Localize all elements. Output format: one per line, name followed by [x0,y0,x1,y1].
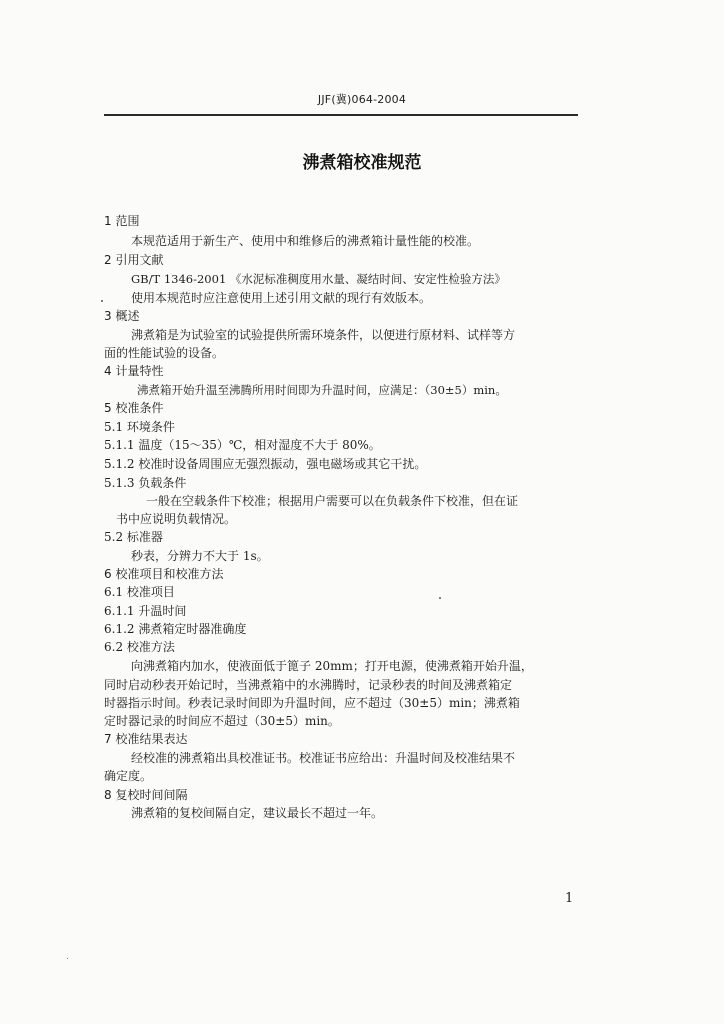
subsection-heading: 6.1 校准项目 [104,585,175,599]
subsection-heading: 5.1.3 负载条件 [104,476,187,490]
scan-speck [67,958,68,959]
section-heading: 2 引用文献 [104,253,164,267]
page-header: JJF(冀)064-2004 [317,93,407,106]
body-line: 一般在空载条件下校准；根据用户需要可以在负载条件下校准，但在证 [146,494,519,508]
body-line: 同时启动秒表开始记时，当沸煮箱中的水沸腾时，记录秒表的时间及沸煮箱定 [104,678,513,692]
section-heading: 6 校准项目和校准方法 [104,567,224,581]
page-number: 1 [565,891,574,906]
body-line: 面的性能试验的设备。 [104,346,225,360]
subsection-heading: 5.1 环境条件 [104,420,175,434]
body-line: 5.1.1 温度（15～35）℃，相对湿度不大于 80%。 [104,438,381,452]
body-line: 确定度。 [104,769,153,783]
body-line: 本规范适用于新生产、使用中和维修后的沸煮箱计量性能的校准。 [131,234,480,248]
scan-speck [439,597,441,599]
subsection-heading: 6.1.1 升温时间 [104,604,187,618]
body-line: 向沸煮箱内加水，使液面低于篦子 20mm；打开电源，使沸煮箱开始升温， [131,659,533,673]
section-heading: 4 计量特性 [104,364,164,378]
body-line: 沸煮箱是为试验室的试验提供所需环境条件，以便进行原材料、试样等方 [131,328,516,342]
section-heading: 7 校准结果表达 [104,732,188,746]
body-line: 沸煮箱的复校间隔自定，建议最长不超过一年。 [131,806,384,820]
body-line: 时器指示时间。秒表记录时间即为升温时间，应不超过（30±5）min；沸煮箱 [104,696,520,710]
body-line: 沸煮箱开始升温至沸腾所用时间即为升温时间，应满足：（30±5）min。 [137,383,507,397]
section-heading: 3 概述 [104,309,140,323]
document-title: 沸煮箱校准规范 [302,153,422,173]
subsection-heading: 5.2 标准器 [104,530,163,544]
subsection-heading: 6.1.2 沸煮箱定时器准确度 [104,622,247,636]
section-heading: 5 校准条件 [104,401,164,415]
body-line: 秒表，分辨力不大于 1s。 [131,549,269,563]
section-heading: 8 复校时间间隔 [104,788,188,802]
body-line: 定时器记录的时间应不超过（30±5）min。 [104,714,340,728]
body-line: 书中应说明负载情况。 [116,512,237,526]
body-line: 使用本规范时应注意使用上述引用文献的现行有效版本。 [131,291,432,305]
scan-speck [101,300,103,302]
body-line: GB/T 1346-2001 《水泥标准稠度用水量、凝结时间、安定性检验方法》 [131,272,506,286]
header-rule [104,114,578,116]
body-line: 经校准的沸煮箱出具校准证书。校准证书应给出：升温时间及校准结果不 [131,751,516,765]
section-heading: 1 范围 [104,214,140,228]
body-line: 5.1.2 校准时设备周围应无强烈振动，强电磁场或其它干扰。 [104,457,427,471]
subsection-heading: 6.2 校准方法 [104,640,175,654]
